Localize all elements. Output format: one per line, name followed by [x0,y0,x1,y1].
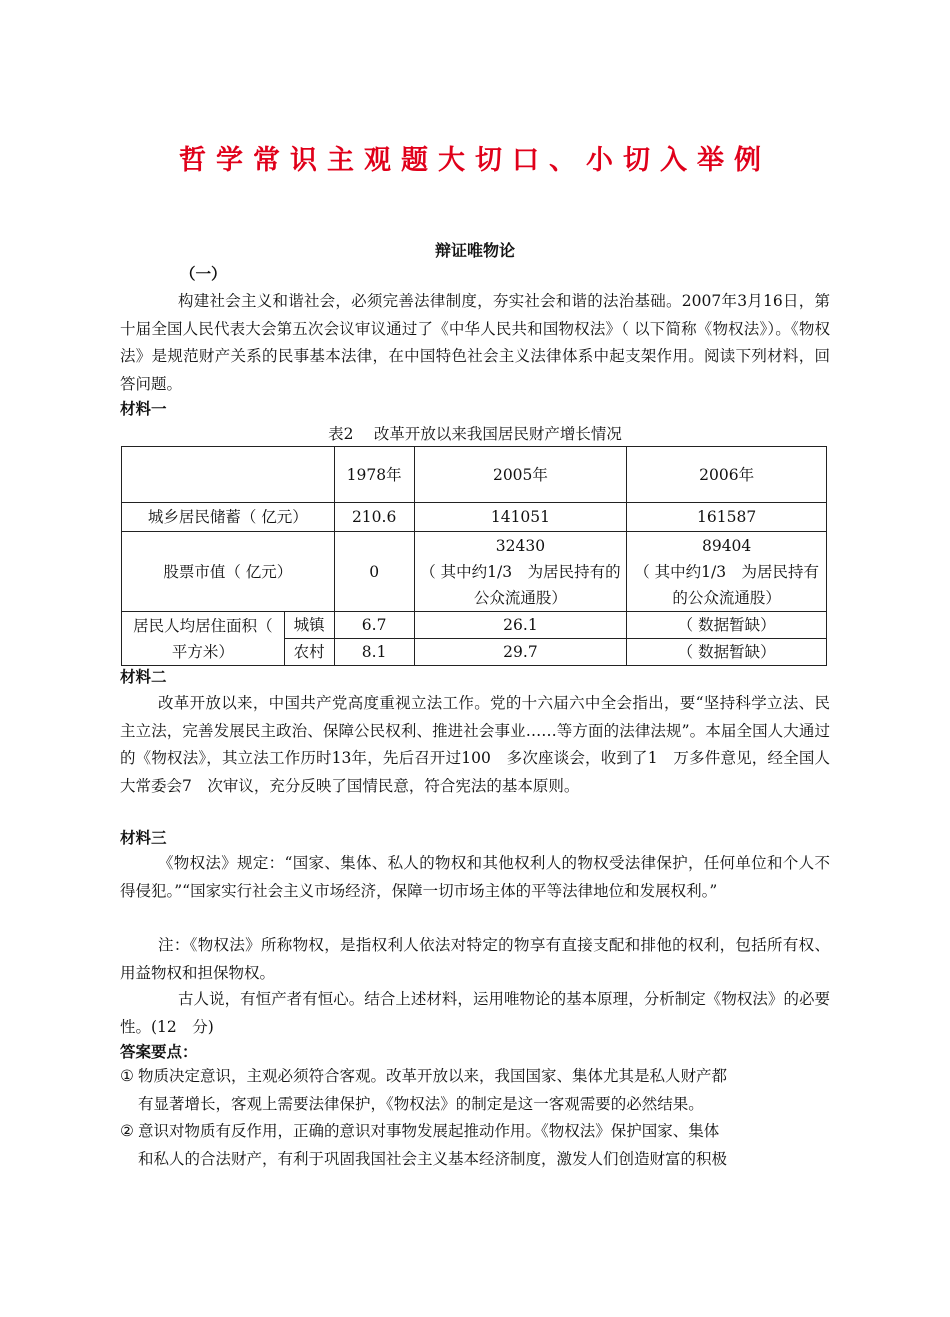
stock-2006-value: 89404 [701,536,752,555]
subsection-number: （一） [180,265,227,283]
material-2-label: 材料二 [120,668,167,686]
savings-2006: 161587 [627,503,827,532]
housing-urban-2005: 26.1 [414,612,627,639]
table-row-stock [122,532,827,612]
housing-urban-2006: （ 数据暂缺） [627,612,827,639]
stock-2005-note: （ 其中约1/3 为居民持有的公众流通股） [420,562,621,607]
answer-label: 答案要点： [120,1043,198,1061]
answer-1-line-1: 物质决定意识，主观必须符合客观。改革开放以来，我国国家、集体尤其是私人财产都 [138,1067,728,1085]
table-row-housing-urban [122,612,827,639]
intro-paragraph: 构建社会主义和谐社会，必须完善法律制度，夯实社会和谐的法治基础。2007年3月16日，第十届全国人民代表大会第五次会议审议通过了《中华人民共和国物权法》（ 以下简称《物权法》）。《物权法》是规范财产关系的民事基本法律，在中国特色社会主义法律体系中起支架作用。阅读下列材料，回答问题。 [120,292,830,393]
header-2005: 2005年 [414,447,627,503]
section-heading: 辩证唯物论 [434,241,515,260]
answer-1-number: ① [120,1067,134,1085]
header-2006: 2006年 [627,447,827,503]
answer-point-1 [120,1063,830,1118]
table-header-row [122,447,827,503]
row-label-housing: 居民人均居住面积（ 平方米） [122,612,285,666]
savings-1978: 210.6 [334,503,414,532]
housing-rural-2005: 29.7 [414,639,627,666]
row-label-savings: 城乡居民储蓄（ 亿元） [122,503,335,532]
material-3-label: 材料三 [120,829,167,847]
stock-2006-cell [627,532,827,612]
stock-1978: 0 [334,532,414,612]
header-1978: 1978年 [334,447,414,503]
question-paragraph: 古人说，有恒产者有恒心。结合上述材料，运用唯物论的基本原理，分析制定《物权法》的必要性。(12 分) [120,990,830,1036]
housing-rural-1978: 8.1 [334,639,414,666]
answer-2-number: ② [120,1122,134,1140]
material-2-paragraph: 改革开放以来，中国共产党高度重视立法工作。党的十六届六中全会指出，要“坚持科学立法、民主立法，完善发展民主政治、保障公民权利、推进社会事业……等方面的法律法规”。本届全国人大通过的《物权法》，其立法工作历时13年，先后召开过100 多次座谈会，收到了1 万多件意见，经全国人大常委会7 次审议，充分反映了国情民意，符合宪法的基本原则。 [120,694,830,795]
note-paragraph: 注：《物权法》所称物权，是指权利人依法对特定的物享有直接支配和排他的权利，包括所有权、用益物权和担保物权。 [120,936,830,982]
savings-2005: 141051 [414,503,627,532]
housing-urban-label: 城镇 [284,612,334,639]
table-row-savings [122,503,827,532]
property-growth-table [121,446,827,666]
answer-2-line-1: 意识对物质有反作用，正确的意识对事物发展起推动作用。《物权法》保护国家、集体 [138,1122,720,1140]
answer-point-2 [120,1118,830,1173]
table-caption: 表2 改革开放以来我国居民财产增长情况 [328,425,622,443]
housing-rural-label: 农村 [284,639,334,666]
row-label-stock: 股票市值（ 亿元） [122,532,335,612]
stock-2005-cell [414,532,627,612]
answer-1-line-2: 有显著增长，客观上需要法律保护，《物权法》的制定是这一客观需要的必然结果。 [138,1094,704,1113]
stock-2006-note: （ 其中约1/3 为居民持有的公众流通股） [634,562,820,607]
header-empty-cell [122,447,335,503]
housing-rural-2006: （ 数据暂缺） [627,639,827,666]
stock-2005-value: 32430 [495,536,546,555]
housing-urban-1978: 6.7 [334,612,414,639]
answer-2-line-2: 和私人的合法财产，有利于巩固我国社会主义基本经济制度，激发人们创造财富的积极 [138,1149,728,1168]
material-3-paragraph: 《物权法》规定：“国家、集体、私人的物权和其他权利人的物权受法律保护，任何单位和个人不得侵犯。”“国家实行社会主义市场经济，保障一切市场主体的平等法律地位和发展权利。” [120,854,830,900]
material-1-label: 材料一 [120,400,167,418]
page-title: 哲学常识主观题大切口、小切入举例 [179,145,771,176]
